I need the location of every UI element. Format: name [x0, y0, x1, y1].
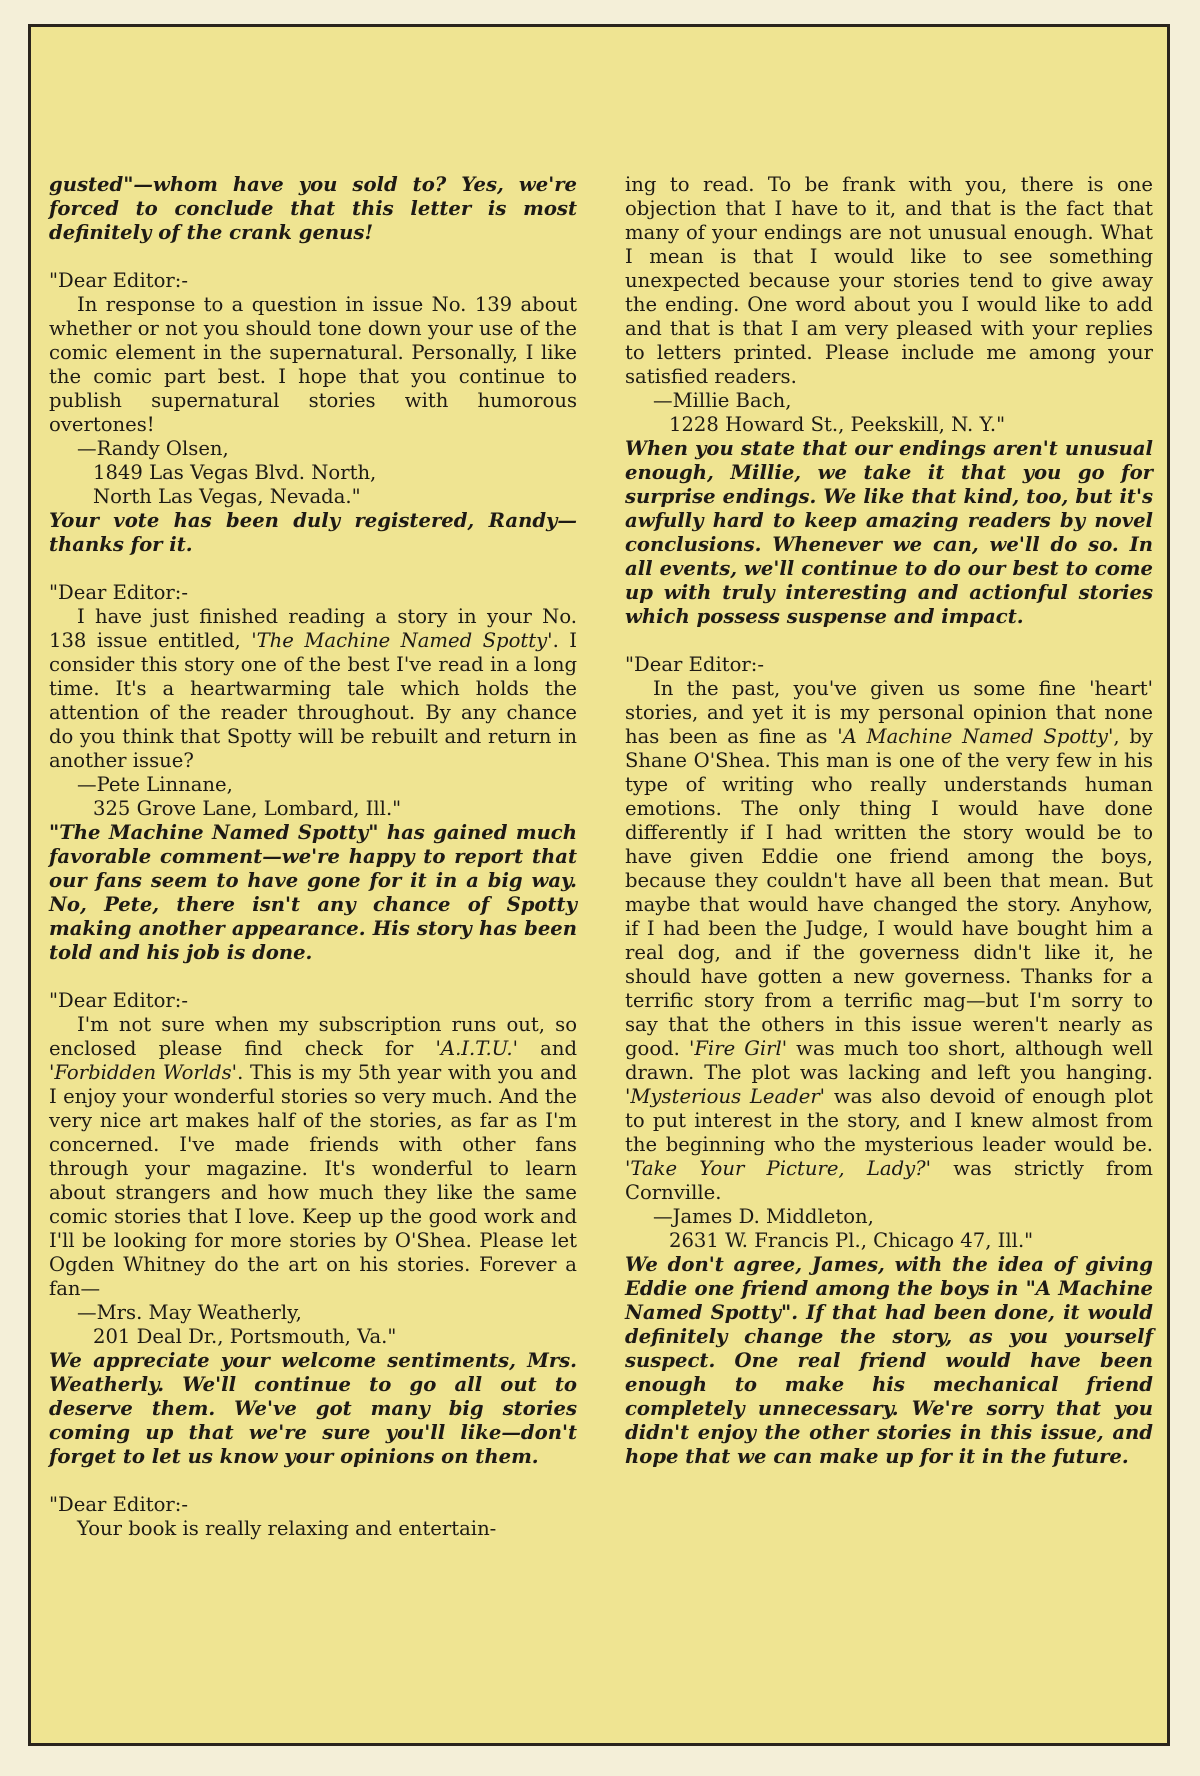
letter-greeting: "Dear Editor:- [625, 653, 764, 676]
letter-body-text: . I consider this story one of the best I've read in a long time. It's a heartwarming tale which holds the attention of the reader throughout. By any chance do you think that Spotty will be rebuilt and return in another issue? [49, 629, 577, 772]
letter-body-text: was much too short, although well drawn. The plot was lacking and left you hanging. [625, 1037, 1153, 1084]
letter-body: ing to read. To be frank with you, there is one objection that I have to it, and that is the fact that many of your endings are not unusual enough. What I mean is that I would like to see something unexpected because your stories tend to give away the ending. One word about you I would like to add and that is that I am very pleased with your replies to letters printed. Please include me among your satisfied readers. [625, 173, 1153, 388]
letter-address: 1228 Howard St., Peekskill, N. Y." [669, 413, 1006, 436]
letter-greeting: "Dear Editor:- [49, 581, 188, 604]
story-title: 'The Machine Named Spotty' [251, 629, 553, 652]
letter-body-text: and [518, 1037, 577, 1060]
letter-body [49, 605, 577, 773]
letter-body-text: , by Shane O'Shea. This man is one of the very few in his type of writing who really understands human emotions. The only thing I would have done differently if I had written the story would be to have given Eddie one friend among the boys, because they couldn't have all been that mean. But maybe that would have changed the story. Anyhow, if I had been the Judge, I would have bought him a real dog, and if the governess didn't like it, he should have gotten a new governess. Thanks for a terrific story from a terrific mag—but I'm sorry to say that the others in this issue weren't nearly as good. [625, 725, 1153, 1060]
story-title: 'A Machine Named Spotty' [837, 725, 1114, 748]
magazine-title: 'A.I.T.U.' [435, 1037, 519, 1060]
editor-reply: We appreciate your welcome sentiments, Mrs. Weatherly. We'll continue to go all out to deserve them. We've got many big stories coming up that we're sure you'll like—don't forget to let us know your opinions on them. [49, 1349, 577, 1468]
letter-pete-linnane [49, 581, 577, 965]
letter-body [625, 677, 1153, 1205]
editor-reply: When you state that our endings aren't unusual enough, Millie, we take it that you go for surprise endings. We like that kind, too, but it's awfully hard to keep amazing readers by novel conclusions. Whenever we can, we'll do so. In all events, we'll continue to do our best to come up with truly interesting and actionful stories which possess suspense and impact. [625, 437, 1153, 628]
letter-millie-bach-continued [625, 173, 1153, 629]
letter-address: 325 Grove Lane, Lombard, Ill." [93, 797, 402, 820]
letters-panel [28, 24, 1170, 1746]
letter-body-text: I have just finished reading a story in your No. 138 issue entitled, [49, 605, 577, 652]
letter-randy-olsen [49, 269, 577, 557]
letter-signature: —Randy Olsen, [77, 437, 229, 460]
letter-greeting: "Dear Editor:- [49, 269, 188, 292]
story-title: 'Mysterious Leader' [625, 1085, 826, 1108]
editor-reply: "The Machine Named Spotty" has gained much favorable comment—we're happy to report that our fans seem to have gone for it in a big way. No, Pete, there isn't any chance of Spotty making another appearance. His story has been told and his job is done. [49, 821, 577, 964]
editor-reply: We don't agree, James, with the idea of giving Eddie one friend among the boys in "A Machine Named Spotty". If that had been done, it would definitely change the story, as you yourself suspect. One real friend would have been enough to make his mechanical friend completely unnecessary. We're sorry that you didn't enjoy the other stories in this issue, and hope that we can make up for it in the future. [625, 1253, 1153, 1468]
letter-signature: —Mrs. May Weatherly, [77, 1301, 302, 1324]
letter-body-text: In the past, you've given us some fine 'heart' stories, and yet it is my personal opinion that none has been as fine as [625, 677, 1153, 748]
letter-millie-bach-start [49, 1493, 577, 1541]
right-column [625, 173, 1153, 1469]
letter-signature: —Pete Linnane, [77, 773, 233, 796]
letter-may-weatherly [49, 989, 577, 1469]
continued-editor-reply: gusted"—whom have you sold to? Yes, we're forced to conclude that this letter is most definitely of the crank genus! [49, 173, 577, 244]
letter-body-text: . This is my 5th year with you and I enjoy your wonderful stories so very much. And the very nice art makes half of the stories, as far as I'm concerned. I've made friends with other fans through your magazine. It's wonderful to learn about strangers and how much they like the same comic stories that I love. Keep up the good work and I'll be looking for more stories by O'Shea. Please let Ogden Whitney do the art on his stories. Forever a fan— [49, 1061, 577, 1300]
editor-reply: Your vote has been duly registered, Randy—thanks for it. [49, 509, 577, 556]
left-column [49, 173, 577, 1541]
letter-james-middleton [625, 653, 1153, 1469]
letter-body: Your book is really relaxing and entertain- [77, 1517, 497, 1540]
letter-address: 201 Deal Dr., Portsmouth, Va." [93, 1325, 397, 1348]
letter-body-text: was also devoid of enough plot to put interest in the story, and I knew almost from the beginning who the mysterious leader would be. [625, 1085, 1153, 1156]
letter-body-text: was strictly from Cornville. [625, 1157, 1153, 1204]
letter-address: 2631 W. Francis Pl., Chicago 47, Ill." [669, 1229, 1034, 1252]
letter-signature: —James D. Middleton, [653, 1205, 874, 1228]
letter-greeting: "Dear Editor:- [49, 989, 188, 1012]
letter-body [49, 1013, 577, 1301]
story-title: 'Take Your Picture, Lady?' [625, 1157, 932, 1180]
letter-body: In response to a question in issue No. 139 about whether or not you should tone down your use of the comic element in the supernatural. Personally, I like the comic part best. I hope that you continue to publish supernatural stories with humorous overtones! [49, 293, 577, 436]
letter-address: 1849 Las Vegas Blvd. North, [93, 461, 377, 484]
letter-signature: —Millie Bach, [653, 389, 792, 412]
letter-greeting: "Dear Editor:- [49, 1493, 188, 1516]
letter-address: North Las Vegas, Nevada." [93, 485, 361, 508]
letter-body-text: I'm not sure when my subscription runs out, so enclosed please find check for [49, 1013, 577, 1060]
magazine-title: 'Forbidden Worlds' [49, 1061, 238, 1084]
story-title: 'Fire Girl' [688, 1037, 788, 1060]
